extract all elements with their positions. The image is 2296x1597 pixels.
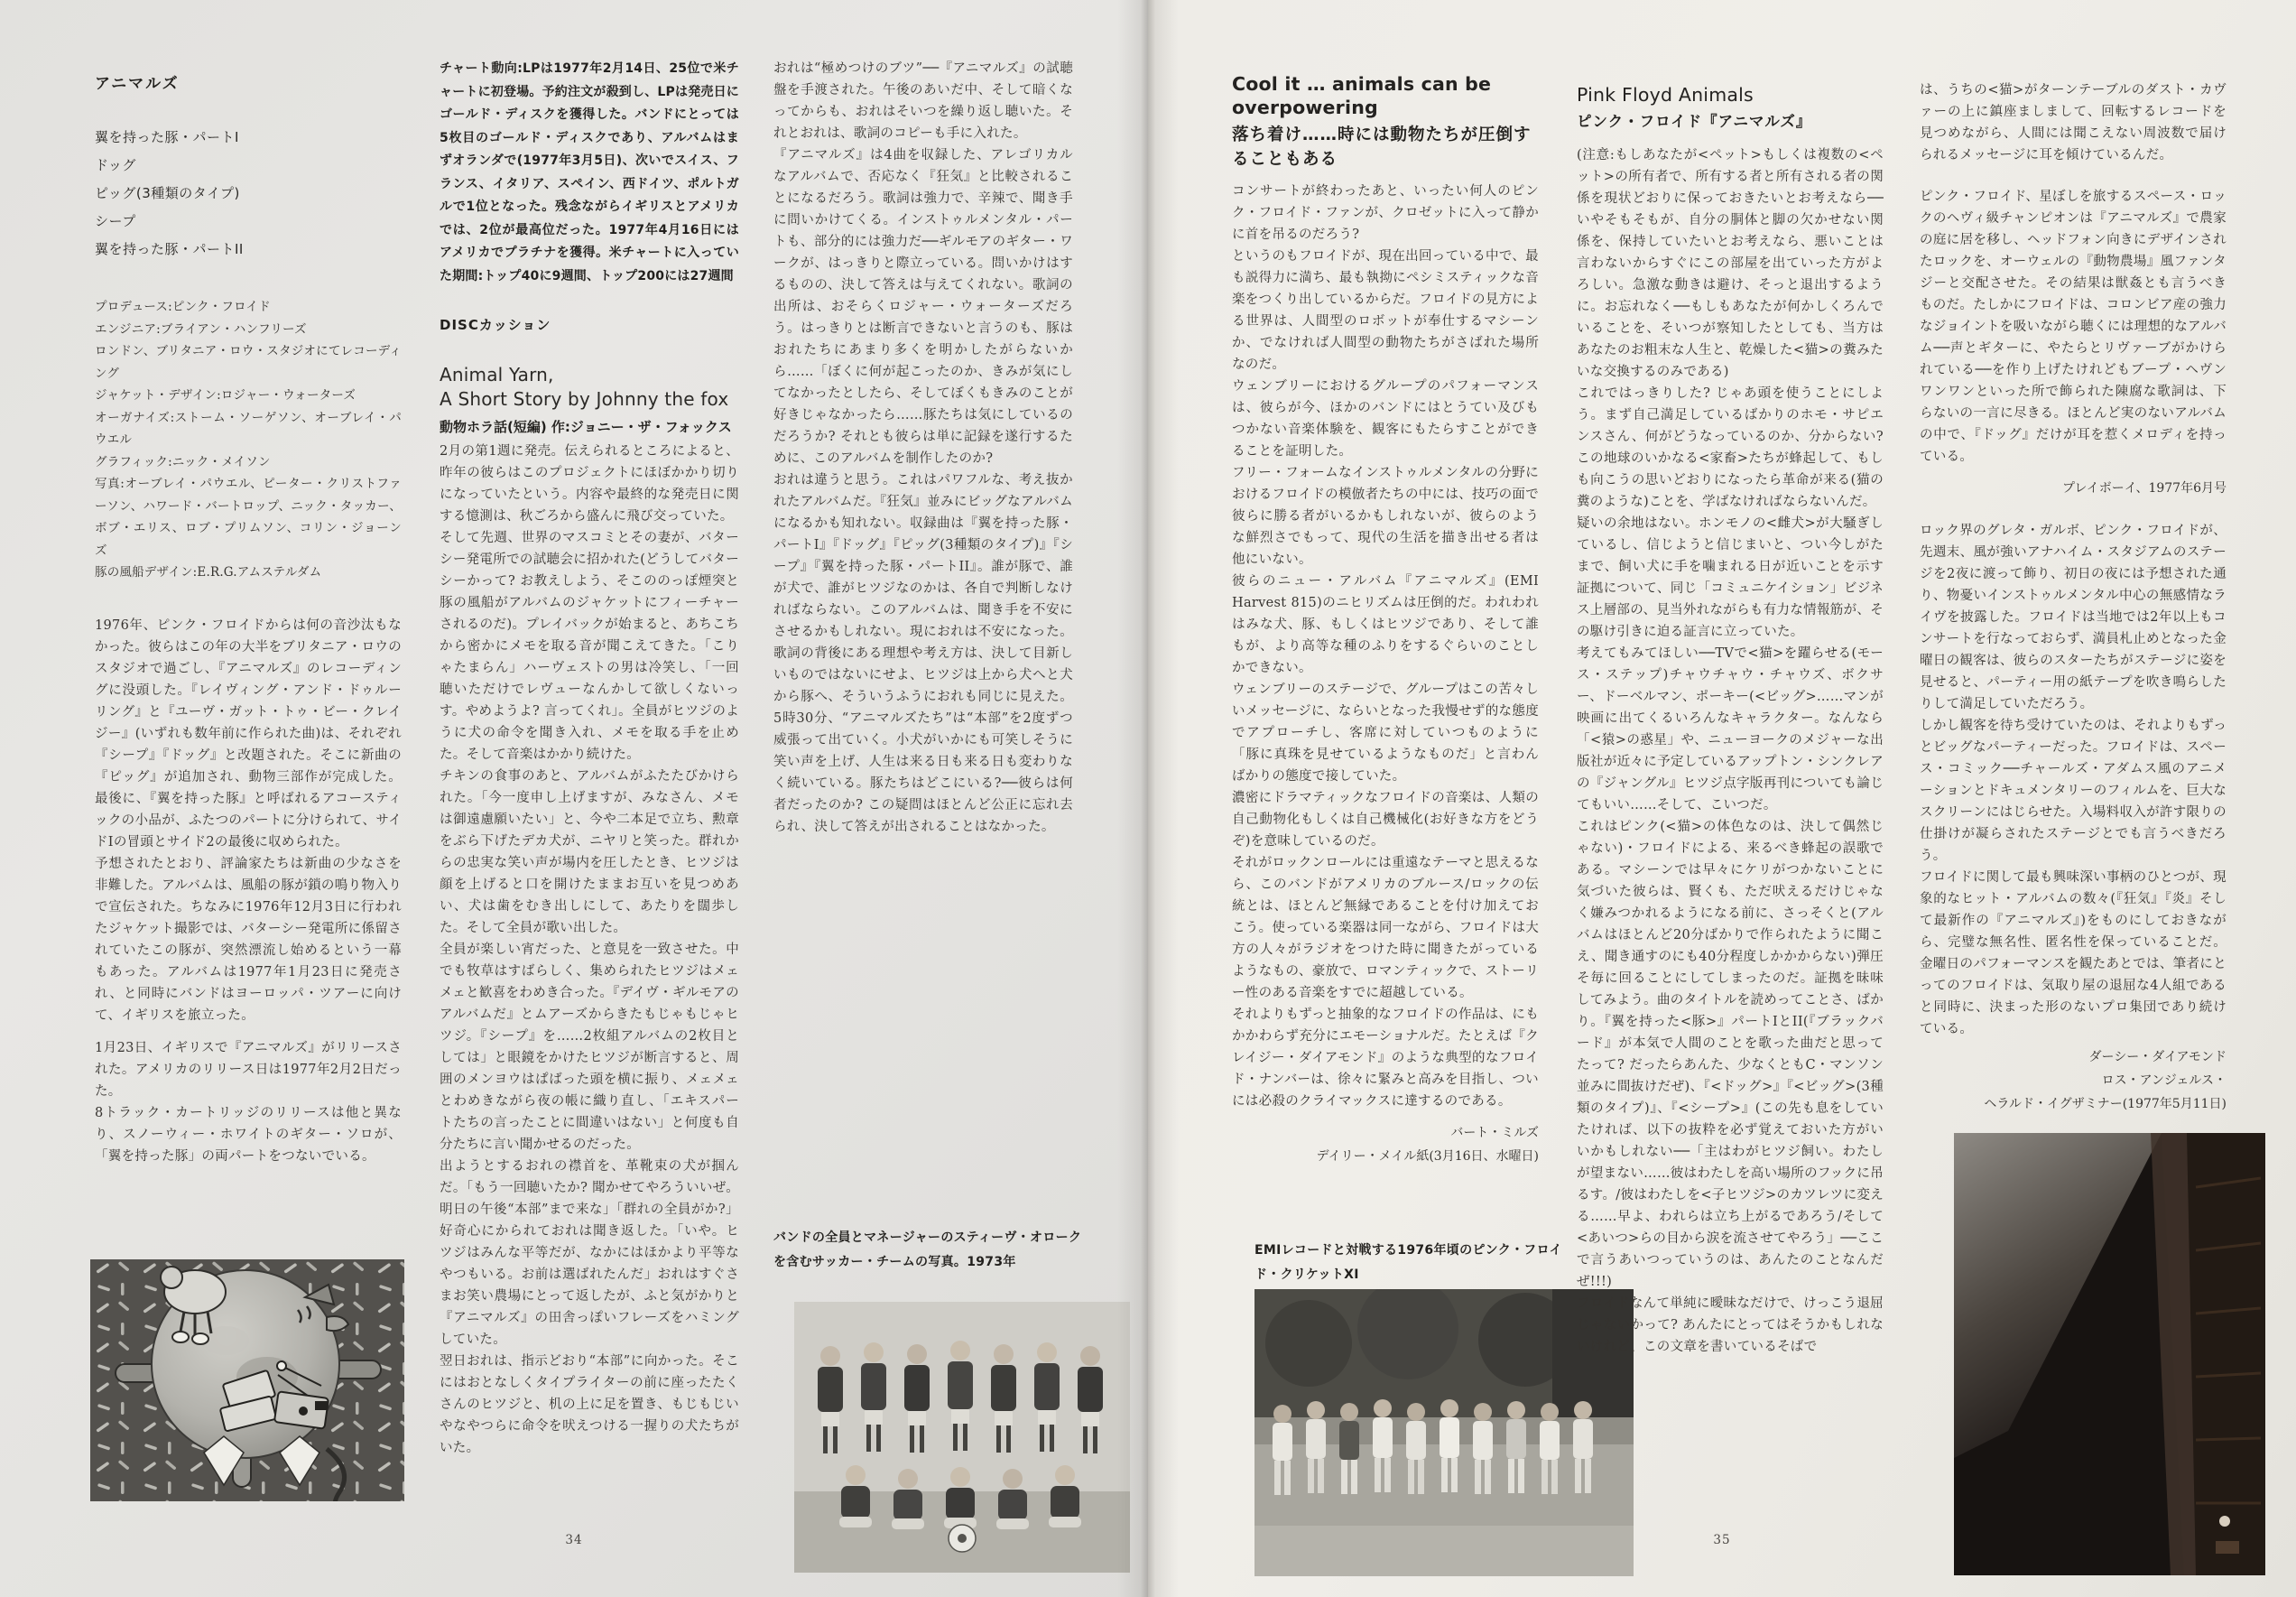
paragraph: 疑いの余地はない。ホンモノの<雌犬>が大騒ぎしているし、信じようと信じまいと、つい今しがたまで、飼い犬に手を噛まれる日が近いことを示す証拠について、同じ「コミュニケイション」ビジネス上層部の、見当外れながらも有力な情報筋が、その駆け引きに迫る証言に立っていた。 <box>1577 516 1884 639</box>
quote-source: プレイボーイ、1977年6月号 <box>2061 481 2227 496</box>
paragraph: ウェンブリーのステージで、グループはこの苦々しいメッセージに、ならいとなった我慢せず的な態度でアプローチし、客席に対していつものように「豚に真珠を見せているようなものだ」と言わんばかりの態度で接していた。 <box>1232 682 1539 784</box>
paragraph: フリー・フォームなインストゥルメンタルの分野におけるフロイドの模倣者たちの中には、技巧の面で彼らに勝る者がいるかもしれないが、彼らのような鮮烈さでもって、現代の生活を描き出せる者は他にいない。 <box>1232 466 1539 567</box>
paragraph: これはピンク(<猫>の体色なのは、決して偶然じゃない)・フロイドによる、来るべき蜂起の誤歌である。マシーンでは早々にケリがつかないことに気づいた彼らは、賢くも、ただ吠えるだけじゃなく嫌みつかれるようになる前に、さっそくと(アルバムはほとんど20分ばかりで作られたように聞こえ、聞き通すのにも40分程度しかかからない)弾圧そ毎に回ることにしてしまったのだ。証拠を昧味してみよう。曲のタイトルを読めってことさ、ばかり。『翼を持った<豚>』パートIとII(『ブラックバード』が本気で人間のことを歌った曲だと思ってたって? だったらあんた、少なくともC・マンソン並みに間抜けだぜ)、『<ドッグ>』『<ビッグ>(3種類のタイプ)』、『<シープ>』(この先も息をしていたければ、以下の抜粋を必ず覚えておいた方がいいかもしれない──「主はわがヒツジ飼い。わたしが望まない……彼はわたしを高い場所のフックに吊るす。/彼はわたしを<子ヒツジ>のカツレツに変える……早よ、われらは立ち上がるであろう/そして<あいつ>らの目から涙を流させてやろう」──ここで言うあいつっていうのは、あんたのことなんだぜ!!!) <box>1577 820 1884 1289</box>
left-column-2 <box>440 58 739 1571</box>
credit-line: 豚の風船デザイン:E.R.G.アムステルダム <box>95 565 322 580</box>
track-item: ピッグ(3種類のタイプ) <box>95 185 240 201</box>
tracklist <box>95 124 402 264</box>
byline-source: ヘラルド・イグザミナー(1977年5月11日) <box>1984 1097 2227 1111</box>
track-item: シープ <box>95 213 136 229</box>
paragraph: おれは“極めつけのブツ”──『アニマルズ』の試聴盤を手渡された。午後のあいだ中、そして暗くなってからも、おれはそいつを繰り返し聴いた。それとおれは、歌詞のコピーも手に入れた。 <box>773 61 1073 141</box>
paragraph: 翌日おれは、指示どおり“本部”に向かった。そこにはおとなしくタイプライターの前に座ったたくさんのヒツジと、机の上に足を置き、もじもじいやなやつらに命令を吠えつける一握りの犬たちがいた。 <box>440 1354 739 1455</box>
right-column-1 <box>1232 72 1539 1201</box>
page-35 <box>1148 0 2296 1597</box>
story-title-japanese: 動物ホラ話(短編) 作:ジョニー・ザ・フォックス <box>440 419 732 435</box>
review-heading-english: Cool it … animals can be overpowering <box>1232 73 1492 118</box>
paragraph: ピンク・フロイド、星ぼしを旅するスペース・ロックのヘヴィ級チャンピオンは『アニマルズ』で農家の庭に居を移し、ヘッドフォン向きにデザインされたロックを、オーウェルの『動物農場』風ファンタジーと交配させた。その結果は獣姦とも言うべきものだ。たしかにフロイドは、コロンビア産の強力なジョイントを吸いながら聴くには理想的なアルバム──声とギターに、やたらとリヴァーブがかけられている──を作り上げたけれどもブープ・ヘヴンワンワンといった所で飾られた陳腐な歌詞は、下らないの一言に尽きる。ほとんど実のないアルバムの中で、『ドッグ』だけが耳を惹くメロディを持っている。 <box>1920 190 2227 464</box>
soccer-team-photo <box>794 1302 1130 1576</box>
paragraph: それがロックンロールには重遠なテーマと思えるなら、このバンドがアメリカのブルース/ロックの伝統とは、ほとんど無縁であることを付け加えておこう。使っている楽器は同一ながら、フロイドは大方の人々がラジオをつけた時に聞きたがっているようなもの、豪放で、ロマンティックで、ストーリー性のある音楽をすでに超越している。 <box>1232 856 1539 1000</box>
credit-line: プロデュース:ピンク・フロイド <box>95 300 271 314</box>
byline-location: ロス・アンジェルス・ <box>2101 1073 2227 1088</box>
paragraph: 1月23日、イギリスで『アニマルズ』がリリースされた。アメリカのリリース日は1977年2月2日だった。 <box>95 1040 402 1099</box>
credit-line: 写真:オーブレイ・パウエル、ピーター・クリストファーソン、ハワード・バートロップ、ニック・タッカー、ボブ・エリス、ロブ・プリムソン、コリン・ジョーンズ <box>95 477 402 558</box>
right-column-2 <box>1577 83 1884 1573</box>
article-text <box>1920 520 2227 1040</box>
paragraph: 出ようとするおれの襟首を、革靴束の犬が掴んだ。「もう一回聴いたか? 聞かせてやろういいぜ。明日の午後“本部”まで来な」「群れの全員がか?」好奇心にかられておれは聞き返した。「いや。ヒツジはみんな平等だが、なかにはほかより平等なやつもいる。お前は選ばれたんだ」おれはすぐさまお笑い農場にとって返したが、ふと気がかりと『アニマルズ』の田舎っぽいフレーズをハミングしていた。 <box>440 1159 739 1347</box>
right-column-3 <box>1920 79 2227 1116</box>
track-item: ドッグ <box>95 157 136 173</box>
album-title: アニマルズ <box>95 75 180 93</box>
track-item: 翼を持った豚・パートI <box>95 129 239 145</box>
article-text <box>1232 181 1539 1112</box>
page-number-right: 35 <box>1713 1533 1731 1547</box>
cricket-photo-caption: EMIレコードと対戦する1976年頃のピンク・フロイド・クリケットXI <box>1254 1243 1562 1282</box>
paragraph: これではっきりした? じゃあ頭を使うことにしよう。まず自己満足しているばかりのホモ・サピエンスさん、何がどうなっているのか、分からない? この地球のいかなる<家畜>たちが蜂起して、もしも向こうの思いどおりになったら革命が来る(猫の糞のような)ことを、学ばなければならないんだ。 <box>1577 386 1884 509</box>
article-text <box>95 615 402 1167</box>
paragraph: 『アニマルズ』は4曲を収録した、アレゴリカルなアルバムで、否応なく『狂気』と比較されることになるだろう。歌詞は強力で、辛辣で、聞き手に問いかけてくる。インストゥルメンタル・パートも、部分的には強力だ──ギルモアのギター・ワークが、はっきりと際立っている。問いかけはするものの、決して答えは与えてくれない。歌詞の出所は、おそらくロジャー・ウォーターズだろう。はっきりとは断言できないと言うのも、豚はおれたちにあまり多くを明かしたがらないから……「ぼくに何が起こったのか、きみが気にしてなかったとしたら、そしてぼくもきみのことが好きじゃなかったら……豚たちは気にしているのだろうか? それとも彼らは単に記録を遂行するために、このアルバムを制作したのか? <box>773 148 1073 466</box>
paragraph: (注意:もしあなたが<ペット>もしくは複数の<ペット>の所有者で、所有する者と所有される者の関係を現状どおりに保っておきたいとお考えなら──いやそもそもが、自分の胴体と脚の欠かせない関係を、保持していたいとお考えなら、悪いことは言わないからすぐにこの部屋を出ていった方がよろしい。急激な動きは避け、そっと退出するように。お忘れなく──もしもあなたが何かしくろんでいることを、そいつが察知したとしても、当方はあなたのお粗末な人生と、乾燥した<猫>の糞みたいな交換するのみである) <box>1577 148 1884 379</box>
paragraph: 8トラック・カートリッジのリリースは他と異なり、スノーウィー・ホワイトのギター・ソロが、「翼を持った豚」の両パートをつないでいる。 <box>95 1105 402 1164</box>
paragraph: 予想されたとおり、評論家たちは新曲の少なさを非難した。アルバムは、風船の豚が鎖の鳴り物入りで宣伝された。ちなみに1976年12月3日に行われたジャケット撮影では、バターシー発電所に係留されていたこの豚が、突然漂流し始めるという一幕もあった。アルバムは1977年1月23日に発売され、と同時にバンドはヨーロッパ・ツアーに向けて、イギリスを旅立った。 <box>95 856 402 1023</box>
credit-line: オーガナイズ:ストーム・ソーゲソン、オーブレイ・パウエル <box>95 410 402 447</box>
article-text <box>1920 79 2227 468</box>
pig-balloon-illustration <box>90 1259 404 1505</box>
paragraph: それよりもずっと抽象的なフロイドの作品は、にもかかわらず充分にエモーショナルだ。たとえば『クレイジー・ダイアモンド』のような典型的なフロイド・ナンバーは、徐々に緊みと高みを目指し、ついには必殺のクライマックスに達するのである。 <box>1232 1007 1539 1109</box>
soccer-photo-caption: バンドの全員とマネージャーのスティーヴ・オロークを含むサッカー・チームの写真。1973年 <box>773 1230 1082 1269</box>
paragraph: おれは違うと思う。これはパワフルな、考え抜かれたアルバムだ。『狂気』並みにビッグなアルバムになるかも知れない。収録曲は『翼を持った豚・パートI』『ドッグ』『ピッグ(3種類のタイプ)』『シープ』『翼を持った豚・パートII』。誰が豚で、誰が犬で、誰がヒツジなのかは、各自で判断しなければならない。このアルバムは、聞き手を不安にさせるかもしれない。現におれは不安になった。歌詞の背後にある理想や考え方は、決して目新しいものではないにせよ、ヒツジは上から犬へと犬から豚へ、そういうふうにおれも同じに見えた。5時30分、“アニマルズたち”は“本部”を2度ずつ威張って出ていく。小犬がいかにも可笑しそうに笑い声を上げ、人生は来る日も来る日も変わりなく続いている。豚たちはどこにいる?──彼らは何者だったのか? この疑問はほとんど公正に忘れ去られ、決して答えが出されることはなかった。 <box>773 473 1073 834</box>
article-text <box>773 58 1073 838</box>
paragraph: フロイドに関して最も興味深い事柄のひとつが、現象的なヒット・アルバムの数々(『狂気』『炎』そして最新作の『アニマルズ』)をものにしておきながら、完璧な無名性、匿名性を保っていることだ。金曜日のパフォーマンスを観たあとでは、筆者にとってのフロイドは、気取り屋の退屈な4人組であると同時に、決まった形のないプロ集団であり続けている。 <box>1920 870 2227 1036</box>
disc-section-heading: DISCカッション <box>440 317 551 333</box>
chart-note: チャート動向:LPは1977年2月14日、25位で米チャートに初登場。予約注文が殺到し、LPは発売日にゴールド・ディスクを獲得した。バンドにとっては5枚目のゴールド・ディスクであり、アルバムはまずオランダで(1977年3月5日)、次いでスイス、フランス、イタリア、スペイン、西ドイツ、ポルトガルで1位となった。残念ながらイギリスとアメリカでは、2位が最高位だった。1977年4月16日にはアメリカでプラチナを獲得。米チャートに入っていた期間:トップ40に9週間、トップ200には27週間 <box>440 61 739 283</box>
credit-line: エンジニア:ブライアン・ハンフリーズ <box>95 321 307 337</box>
paragraph: 考えてもみてほしい──TVで<猫>を躍らせる(モース・ステップ)チャウチャウ・チャウズ、ボクサー、ドーベルマン、ポーキー(<ビッグ>……マンが映画に出てくるいろんなキャラクター。なんなら「<猿>の惑星」や、ニューヨークのメジャーな出版社が近々に予定しているアップトン・シンクレアの『ジャングル』ヒツジ点字版再刊についても論じてもいい……そして、こいつだ。 <box>1577 646 1884 812</box>
paragraph: は、うちの<猫>がターンテーブルのダスト・カヴァーの上に鎮座ましまして、回転するレコードを見つめながら、人間には聞こえない周波数で届けられるメッセージに耳を傾けているんだ。 <box>1920 83 2227 162</box>
paragraph: ウェンブリーにおけるグループのパフォーマンスは、彼らが今、ほかのバンドにはとうてい及びもつかない音楽体験を、観客にもたらすことができることを証明した。 <box>1232 379 1539 459</box>
paragraph: 全員が楽しい宵だった、と意見を一致させた。中でも牧草はすばらしく、集められたヒツジはメェメェと歓喜をわめき合った。『デイヴ・ギルモアのアルバムだ』とムアーズからきたもじゃもじゃヒツジ。『シープ』を……2枚組アルバムの2枚目としては」と眼鏡をかけたヒツジが断言すると、周囲のメンヨウはぱばった頭を横に振り、メェメェとわめきながら夜の帳に織り直し、「エキスパートたちの言ったことに間違いはない」と何度も自分たちに言い聞かせるのだった。 <box>440 942 739 1152</box>
byline-author: ダーシー・ダイアモンド <box>2088 1050 2227 1064</box>
paragraph: 彼らのニュー・アルバム『アニマルズ』(EMI Harvest 815)のニヒリズムは圧倒的だ。われわれはみな犬、豚、もしくはヒツジであり、そして誰もが、より高等な種のふりをするぐらいのことしかできない。 <box>1232 574 1539 675</box>
building-photo <box>1954 1133 2265 1579</box>
article-text <box>440 441 739 1459</box>
album-review-heading-english: Pink Floyd Animals <box>1577 84 1754 106</box>
article-text <box>1577 144 1884 1358</box>
paragraph: チキンの食事のあと、アルバムがふたたびかけられた。「今一度申し上げますが、みなさん、メモは御遠慮願いたい」と、今や二本足で立ち、勲章をぶら下げたデカ犬が、ニヤリと笑った。群れからの忠実な笑い声が場内を圧したとき、ヒツジは顔を上げると口を開けたままお互いを見つめあい、犬は歯をむき出しにして、あたりを闊歩した。そして全員が歌い出した。 <box>440 769 739 935</box>
paragraph: ロック界のグレタ・ガルボ、ピンク・フロイドが、先週末、風が強いアナハイム・スタジアムのステージを2夜に渡って飾り、初日の夜には予想された通り、物憂いインストゥルメンタル中心の無感情なライヴを披露した。フロイドは当地では2年以上もコンサートを行なっておらず、満員札止めとなった金曜日の観客は、彼らのスターたちがステージに姿を見せると、パーティー用の紙テープを吹き鳴らしたりして満足していただろう。 <box>1920 524 2227 711</box>
paragraph: 2月の第1週に発売。伝えられるところによると、昨年の彼らはこのプロジェクトにほぼかかり切りになっていたという。内容や最終的な発売日に関する憶測は、秋ごろから盛んに飛び交っていた。 <box>440 444 739 524</box>
left-column-3 <box>773 58 1073 1213</box>
story-title-english: Animal Yarn, <box>440 364 554 385</box>
story-title-english: A Short Story by Johnny the fox <box>440 388 729 410</box>
credit-line: グラフィック:ニック・メイソン <box>95 454 271 469</box>
page-number-left: 34 <box>565 1533 583 1547</box>
paragraph: 濃密にドラマティックなフロイドの音楽は、人類の自己動物化もしくは自己機械化(お好きな方をどうぞ)を意味しているのだ。 <box>1232 791 1539 849</box>
paragraph: しかし観客を待ち受けていたのは、それよりもずっとビッグなパーティーだった。フロイドは、スペース・コミック──チャールズ・アダムス風のアニメーションとドキュメンタリーのフィルムを、巨大なスクリーンにはじらせた。入場料収入が許す限りの仕掛けが凝らされたステージとでも言うべきだろう。 <box>1920 719 2227 863</box>
paragraph: フロイドなんて単純に曖昧なだけで、けっこう退屈じゃないかって? あんたにとってはそうかもしれないけれど、この文章を書いているそばで <box>1577 1296 1884 1354</box>
track-item: 翼を持った豚・パートII <box>95 241 244 257</box>
paragraph: コンサートが終わったあと、いったい何人のピンク・フロイド・ファンが、クロゼットに入って静かに首を吊るのだろう? <box>1232 184 1539 242</box>
album-review-heading-japanese: ピンク・フロイド『アニマルズ』 <box>1577 113 1812 130</box>
byline-source: デイリー・メイル紙(3月16日、水曜日) <box>1316 1149 1539 1164</box>
credit-line: ジャケット・デザイン:ロジャー・ウォーターズ <box>95 388 356 403</box>
paragraph: そして先週、世界のマスコミとその妻が、バターシー発電所での試聴会に招かれた(どうしてバターシーかって? お教えしよう、そこののっぽ煙突と豚の風船がアルバムのジャケットにフィーチャーされるのだ)。プレイバックが始まると、あちこちから密かにメモを取る音が聞こえてきた。「こりゃたまらん」ハーヴェストの男は冷笑し、「一回聴いただけでレヴューなんかして欲しくないっす。やめようよ? 言ってくれ」。全員がヒツジのように犬の命令を聞き入れ、メモを取る手を止めた。そして音楽はかかり続けた。 <box>440 531 739 762</box>
review-heading-japanese: 落ち着け……時には動物たちが圧倒することもある <box>1232 125 1532 169</box>
album-credits <box>95 296 402 584</box>
byline-author: バート・ミルズ <box>1450 1126 1539 1140</box>
left-column-1 <box>95 70 402 1235</box>
credit-line: ロンドン、ブリタニア・ロウ・スタジオにてレコーディング <box>95 344 402 381</box>
paragraph: というのもフロイドが、現在出回っている中で、最も説得力に満ち、最も執拗にペシミスティックな音楽をつくり出しているからだ。フロイドの見方による世界は、人間型のロボットが奉仕するマシーンか、でなければ人間型の動物たちがさばれた場所なのだ。 <box>1232 249 1539 372</box>
paragraph: 1976年、ピンク・フロイドからは何の音沙汰もなかった。彼らはこの年の大半をブリタニア・ロウのスタジオで過ごし、『アニマルズ』のレコーディングに没頭した。『レイヴィング・アンド・ドゥルーリング』と『ユーヴ・ガット・トゥ・ビー・クレイジー』(いずれも数年前に作られた曲)は、それぞれ『シープ』『ドッグ』と改題された。そこに新曲の『ピッグ』が追加され、動物三部作が完成した。最後に、『翼を持った豚』と呼ばれるアコースティックの小品が、ふたつのパートに分けられて、サイドIの冒頭とサイド2の最後に収められた。 <box>95 617 402 850</box>
